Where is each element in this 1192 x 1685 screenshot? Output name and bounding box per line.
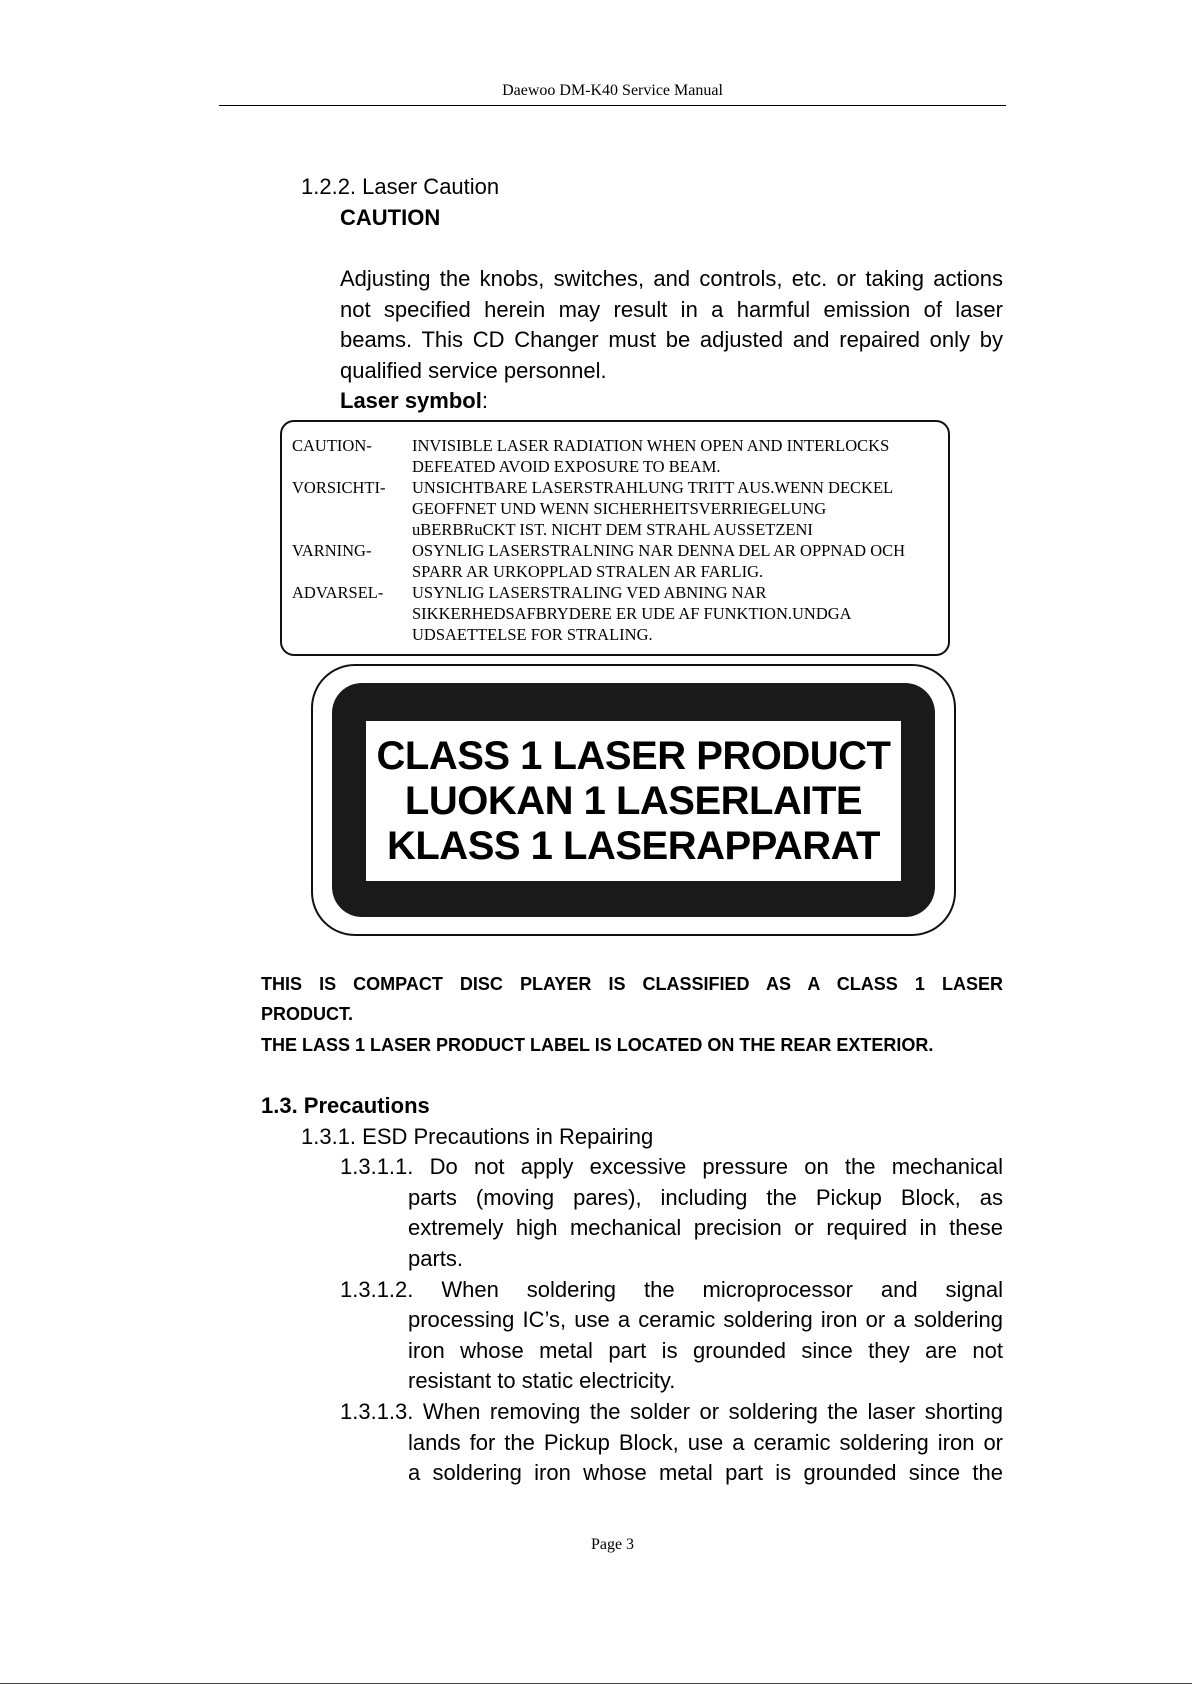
warning-prefix: VARNING- xyxy=(292,541,372,560)
warning-text: DEFEATED AVOID EXPOSURE TO BEAM. xyxy=(412,457,721,476)
section-heading-1-3: 1.3. Precautions xyxy=(261,1093,430,1118)
caution-paragraph-line: qualified service personnel. xyxy=(340,358,607,383)
caution-title: CAUTION xyxy=(340,205,441,230)
laser-symbol-colon: : xyxy=(481,388,488,413)
bottom-edge-rule xyxy=(0,1683,1192,1684)
precaution-item-line: extremely high mechanical precision or required in these xyxy=(408,1215,1003,1240)
label-line: CLASS 1 LASER PRODUCT xyxy=(376,733,891,778)
label-text-panel xyxy=(366,721,901,881)
laser-symbol-label-text: Laser symbol xyxy=(340,388,482,413)
label-black-border xyxy=(332,683,935,917)
warning-row xyxy=(292,582,767,603)
precaution-item-line: processing IC’s, use a ceramic soldering iron or a soldering xyxy=(408,1307,1003,1332)
label-line: KLASS 1 LASERAPPARAT xyxy=(386,823,880,868)
caution-paragraph-line: beams. This CD Changer must be adjusted and repaired only by xyxy=(340,327,1003,352)
precaution-item-line: parts. xyxy=(408,1246,464,1271)
laser-warning-sign xyxy=(280,420,950,656)
warning-text: SIKKERHEDSAFBRYDERE ER UDE AF FUNKTION.UNDGA xyxy=(412,604,852,623)
precaution-item-line: parts (moving pares), including the Pickup Block, as xyxy=(408,1185,1003,1210)
precaution-item-line: resistant to static electricity. xyxy=(408,1368,676,1393)
section-heading-1-2-2: 1.2.2. Laser Caution xyxy=(301,174,500,199)
warning-text: USYNLIG LASERSTRALING VED ABNING NAR xyxy=(412,583,767,602)
warning-text: UNSICHTBARE LASERSTRAHLUNG TRITT AUS.WENN DECKEL xyxy=(412,478,894,497)
precaution-item-line: iron whose metal part is grounded since they are not xyxy=(408,1338,1003,1363)
precaution-item-line: lands for the Pickup Block, use a ceramic soldering iron or xyxy=(408,1430,1003,1455)
warning-row xyxy=(292,477,894,498)
notice-line: THIS IS COMPACT DISC PLAYER IS CLASSIFIED AS A CLASS 1 LASER xyxy=(261,974,1003,994)
header-rule xyxy=(219,105,1006,106)
warning-text: SPARR AR URKOPPLAD STRALEN AR FARLIG. xyxy=(412,562,764,581)
page-header: Daewoo DM-K40 Service Manual xyxy=(502,82,723,99)
warning-prefix: CAUTION- xyxy=(292,436,372,455)
warning-prefix: VORSICHTI- xyxy=(292,478,386,497)
warning-prefix: ADVARSEL- xyxy=(292,583,384,602)
precaution-item-line: a soldering iron whose metal part is grounded since the xyxy=(408,1460,1003,1485)
precaution-item-line: 1.3.1.1. Do not apply excessive pressure on the mechanical xyxy=(340,1154,1003,1179)
warning-row xyxy=(292,435,890,456)
laser-symbol-label xyxy=(340,387,488,415)
subsection-heading-1-3-1: 1.3.1. ESD Precautions in Repairing xyxy=(301,1124,654,1149)
warning-text: INVISIBLE LASER RADIATION WHEN OPEN AND INTERLOCKS xyxy=(412,436,890,455)
precaution-item-line: 1.3.1.3. When removing the solder or soldering the laser shorting xyxy=(340,1399,1003,1424)
caution-paragraph-line: not specified herein may result in a harmful emission of laser xyxy=(340,297,1003,322)
class1-laser-label xyxy=(311,664,956,936)
notice-line: PRODUCT. xyxy=(261,1004,354,1024)
precaution-item-line: 1.3.1.2. When soldering the microprocessor and signal xyxy=(340,1277,1003,1302)
warning-text: UDSAETTELSE FOR STRALING. xyxy=(412,625,653,644)
caution-paragraph-line: Adjusting the knobs, switches, and controls, etc. or taking actions xyxy=(340,266,1003,291)
warning-text: OSYNLIG LASERSTRALNING NAR DENNA DEL AR OPPNAD OCH xyxy=(412,541,906,560)
warning-text: uBERBRuCKT IST. NICHT DEM STRAHL AUSSETZENI xyxy=(412,520,813,539)
warning-row xyxy=(292,540,906,561)
notice-line: THE LASS 1 LASER PRODUCT LABEL IS LOCATED ON THE REAR EXTERIOR. xyxy=(261,1035,934,1055)
warning-text: GEOFFNET UND WENN SICHERHEITSVERRIEGELUNG xyxy=(412,499,827,518)
page-number: Page 3 xyxy=(590,1536,635,1553)
label-line: LUOKAN 1 LASERLAITE xyxy=(404,778,863,823)
